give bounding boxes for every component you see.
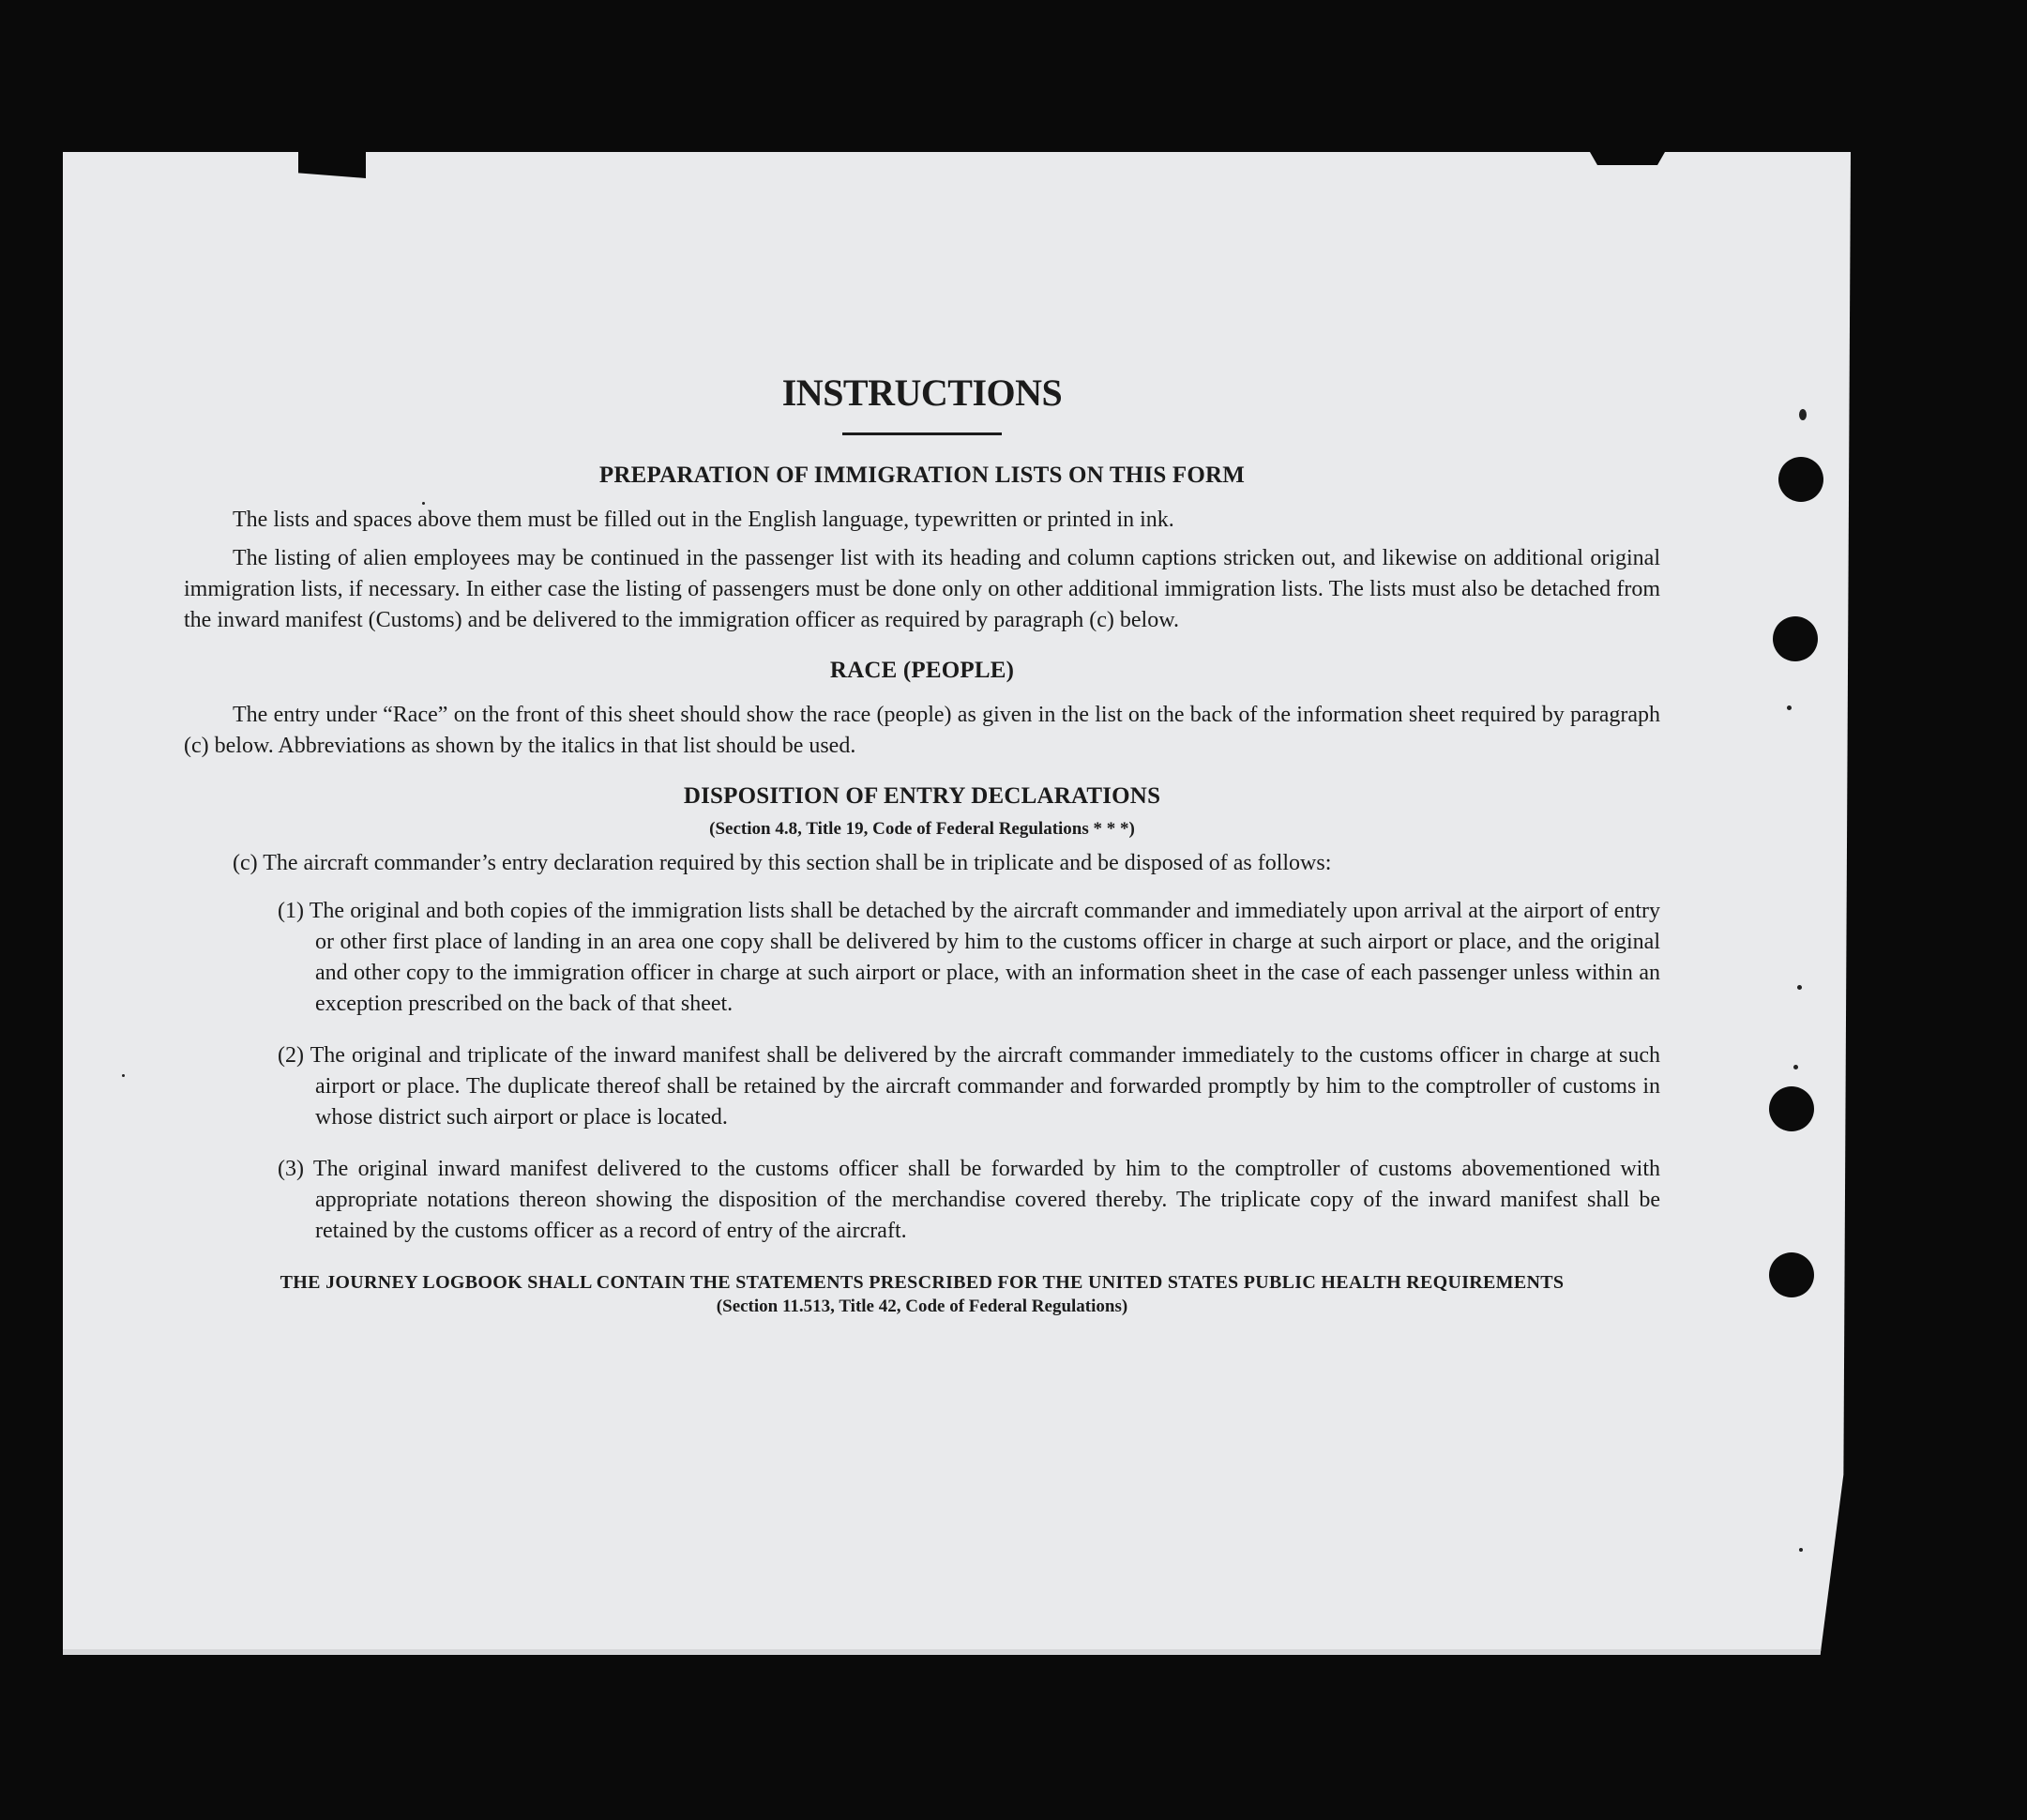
paper-tear-right <box>1590 152 1665 165</box>
section-citation: (Section 4.8, Title 19, Code of Federal Regulations * * *) <box>709 819 1135 839</box>
paragraph: The listing of alien employees may be continued in the passenger list with its heading and column captions stricken out, and likewise on additional original immigration lists, if necessary. In either case the listing of passengers must be done only on other additional immigration lists. The lists must also be detached from the inward manifest (Customs) and be delivered to the immigration officer as required by paragraph (c) below. <box>184 546 1660 632</box>
scan-speck <box>1799 409 1807 420</box>
scan-speck <box>1793 1065 1798 1069</box>
footer-statement: THE JOURNEY LOGBOOK SHALL CONTAIN THE STATEMENTS PRESCRIBED FOR THE UNITED STATES PUBLIC HEALTH REQUIREMENTS <box>280 1272 1565 1293</box>
list-item: (2) The original and triplicate of the inward manifest shall be delivered by the aircraft commander immediately to the customs officer in charge at such airport or place. The duplicate thereof shall be retained by the aircraft commander and forwarded promptly by him to the comptroller of customs in whose district such airport or place is located. <box>278 1043 1660 1130</box>
scan-speck <box>122 1074 125 1077</box>
punch-hole <box>1769 1252 1814 1297</box>
section-heading-disposition: DISPOSITION OF ENTRY DECLARATIONS <box>683 783 1161 809</box>
punch-hole <box>1778 457 1823 502</box>
punch-hole <box>1769 1086 1814 1131</box>
section-heading-preparation: PREPARATION OF IMMIGRATION LISTS ON THIS FORM <box>598 463 1246 488</box>
document-title: INSTRUCTIONS <box>781 372 1063 414</box>
list-item: (3) The original inward manifest delivered to the customs officer shall be forwarded by him to the comptroller of customs abovementioned with appropriate notations thereon showing the disposition of the merchandise covered thereby. The triplicate copy of the inward manifest shall be retained by the customs officer as a record of entry of the aircraft. <box>278 1157 1660 1243</box>
footer-citation: (Section 11.513, Title 42, Code of Federal Regulations) <box>716 1297 1128 1316</box>
disposition-intro: (c) The aircraft commander’s entry declaration required by this section shall be in triplicate and be disposed of as follows: <box>233 851 1332 875</box>
scan-speck <box>1787 705 1792 710</box>
list-item: (1) The original and both copies of the immigration lists shall be detached by the aircraft commander and immediately upon arrival at the airport of entry or other first place of landing in an area one copy shall be delivered by him to the customs officer in charge at such airport or place, and the original and other copy to the immigration officer in charge at such airport or place, with an information sheet in the case of each passenger unless within an exception prescribed on the back of that sheet. <box>278 899 1660 1016</box>
scan-speck <box>1797 985 1802 990</box>
paragraph: The lists and spaces above them must be filled out in the English language, typewritten or printed in ink. <box>233 508 1174 532</box>
instructions-content <box>184 371 1660 1318</box>
title-underline <box>842 432 1002 435</box>
paragraph: The entry under “Race” on the front of this sheet should show the race (people) as given in the list on the back of the information sheet required by paragraph (c) below. Abbreviations as shown by the italics in that list should be used. <box>184 703 1660 758</box>
section-heading-race: RACE (PEOPLE) <box>829 658 1015 683</box>
punch-hole <box>1773 616 1818 661</box>
scan-speck <box>1799 1548 1803 1552</box>
